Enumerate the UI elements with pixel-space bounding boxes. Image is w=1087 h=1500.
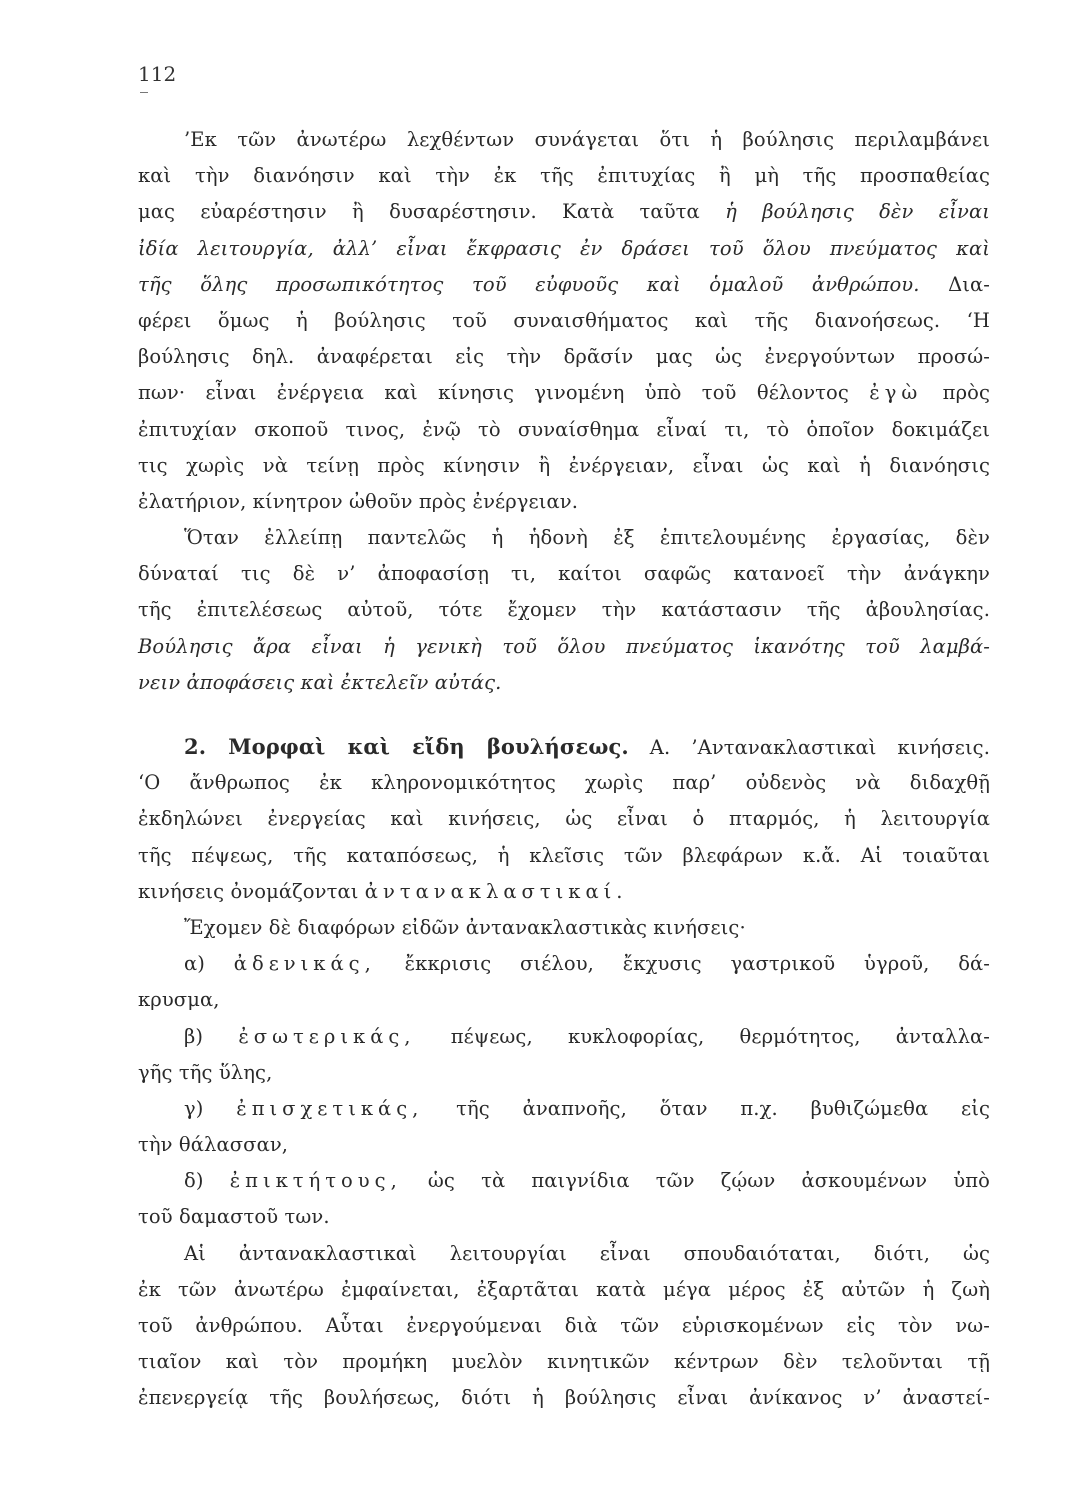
list-item xyxy=(138,946,990,982)
text-segment: ἐκ τῶν ἀνωτέρω ἐμφαίνεται, ἐξαρτᾶται κατὰ μέγα μέρος ἐξ αὐτῶν ἡ ζωὴ xyxy=(138,1277,990,1301)
text-segment: φέρει ὅμως ἡ βούλησις τοῦ συναισθήματος καὶ τῆς διανοήσεως. ‘Η xyxy=(138,308,990,332)
text-line xyxy=(138,339,990,375)
text-line xyxy=(138,375,990,411)
text-segment: πρὸς xyxy=(922,381,990,405)
text-line xyxy=(138,122,990,158)
section-title: 2. Μορφαὶ καὶ εἴδη βουλήσεως. xyxy=(184,734,629,759)
text-line xyxy=(138,1380,990,1416)
text-line xyxy=(138,765,990,801)
italic-phrase: ἡ βούλησις δὲν εἶναι xyxy=(725,200,991,224)
italic-phrase: τῆς ὅλης προσωπικότητος τοῦ εὐφυοῦς καὶ ὁμαλοῦ ἀνθρώπου. xyxy=(138,272,920,296)
body-text xyxy=(138,122,990,1417)
spaced-word: ἀδενικάς, xyxy=(233,952,376,976)
spaced-word: ἐσωτερικάς, xyxy=(238,1024,416,1048)
section-heading xyxy=(138,729,990,765)
text-line xyxy=(138,665,990,701)
text-segment: ἔκκρισις σιέλου, ἔκχυσις γαστρικοῦ ὑγροῦ, δά- xyxy=(375,952,990,976)
text-line xyxy=(138,1236,990,1272)
page-number: 112 xyxy=(138,62,177,86)
text-line xyxy=(138,838,990,874)
text-segment: Αἱ ἀντανακλαστικαὶ λειτουργίαι εἶναι σπουδαιόταται, διότι, ὡς xyxy=(184,1241,990,1265)
text-line xyxy=(138,484,990,520)
text-segment: βούλησις δηλ. ἀναφέρεται εἰς τὴν δρᾶσίν μας ὡς ἐνεργούντων προσώ- xyxy=(138,345,990,369)
text-segment: καὶ τὴν διανόησιν καὶ τὴν ἐκ τῆς ἐπιτυχίας ἢ μὴ τῆς προσπαθείας xyxy=(138,164,990,188)
text-line xyxy=(138,412,990,448)
text-line xyxy=(138,629,990,665)
text-segment: δ) xyxy=(184,1169,230,1193)
text-segment: δύναταί τις δὲ ν’ ἀποφασίσῃ τι, καίτοι σαφῶς κατανοεῖ τὴν ἀνάγκην xyxy=(138,562,990,586)
page-number-rule xyxy=(140,92,148,93)
text-segment: κρυσμα, xyxy=(138,988,220,1012)
text-line xyxy=(138,556,990,592)
text-segment: β) xyxy=(184,1024,239,1048)
text-segment: γ) xyxy=(184,1096,237,1120)
text-segment: ἰδία λειτουργία, ἀλλ’ εἶναι ἔκφρασις ἐν δράσει τοῦ ὅλου πνεύματος καὶ xyxy=(138,236,990,260)
spaced-word: ἐγὼ xyxy=(869,381,923,405)
text-segment: τοῦ δαμαστοῦ των. xyxy=(138,1205,330,1229)
text-line xyxy=(138,801,990,837)
text-line xyxy=(138,874,990,910)
text-segment: Δια- xyxy=(919,272,990,296)
text-segment: τὴν θάλασσαν, xyxy=(138,1133,289,1157)
text-segment: γῆς τῆς ὕλης, xyxy=(138,1060,273,1084)
text-segment: ‘Ο ἄνθρωπος ἐκ κληρονομικότητος χωρὶς παρ’ οὐδενὸς νὰ διδαχθῇ xyxy=(138,771,990,795)
text-line xyxy=(138,267,990,303)
text-segment: πέψεως, κυκλοφορίας, θερμότητος, ἀνταλλα- xyxy=(415,1024,990,1048)
text-segment: α) xyxy=(184,952,234,976)
text-line xyxy=(138,303,990,339)
text-line xyxy=(138,982,990,1018)
text-segment: τιαῖον καὶ τὸν προμήκη μυελὸν κινητικῶν κέντρων δὲν τελοῦνται τῇ xyxy=(138,1350,990,1374)
text-line xyxy=(138,1344,990,1380)
text-line xyxy=(138,592,990,628)
text-segment: ἐκδηλώνει ἐνεργείας καὶ κινήσεις, ὡς εἶναι ὁ πταρμός, ἡ λειτουργία xyxy=(138,807,990,831)
text-segment: τῆς πέψεως, τῆς καταπόσεως, ἡ κλεῖσις τῶν βλεφάρων κ.ἄ. Αἱ τοιαῦται xyxy=(138,843,990,867)
spaced-word: ἐπισχετικάς, xyxy=(236,1096,424,1120)
text-segment: Ὅταν ἐλλείπῃ παντελῶς ἡ ἡδονὴ ἐξ ἐπιτελουμένης ἐργασίας, δὲν xyxy=(184,526,990,550)
spaced-word: ἀντανακλαστικαί. xyxy=(364,879,628,903)
text-line xyxy=(138,158,990,194)
subsection-title: Α. ’Αντανακλαστικαὶ κινήσεις. xyxy=(628,736,991,759)
text-segment: ἐπενεργείᾳ τῆς βουλήσεως, διότι ἡ βούλησις εἶναι ἀνίκανος ν’ ἀναστεί- xyxy=(138,1386,990,1410)
text-segment: Βούλησις ἄρα εἶναι ἡ γενικὴ τοῦ ὅλου πνεύματος ἱκανότης τοῦ λαμβά- xyxy=(138,634,990,658)
list-item xyxy=(138,1019,990,1055)
text-segment: τῆς ἐπιτελέσεως αὐτοῦ, τότε ἔχομεν τὴν κατάστασιν τῆς ἀβουλησίας. xyxy=(138,598,990,622)
text-segment: ἐπιτυχίαν σκοποῦ τινος, ἐνῷ τὸ συναίσθημα εἶναί τι, τὸ ὁποῖον δοκιμάζει xyxy=(138,417,990,441)
text-line xyxy=(138,448,990,484)
text-line xyxy=(138,910,990,946)
text-segment: πων· εἶναι ἐνέργεια καὶ κίνησις γινομένη ὑπὸ τοῦ θέλοντος xyxy=(138,381,870,405)
spaced-word: ἐπικτήτους, xyxy=(229,1169,402,1193)
text-line xyxy=(138,1308,990,1344)
text-line xyxy=(138,231,990,267)
text-segment: Ἔχομεν δὲ διαφόρων εἰδῶν ἀντανακλαστικὰς κινήσεις· xyxy=(184,915,746,939)
text-segment: νειν ἀποφάσεις καὶ ἐκτελεῖν αὐτάς. xyxy=(138,670,502,694)
text-segment: τῆς ἀναπνοῆς, ὅταν π.χ. βυθιζώμεθα εἰς xyxy=(423,1096,990,1120)
text-line xyxy=(138,1272,990,1308)
text-line xyxy=(138,520,990,556)
text-line xyxy=(138,194,990,230)
text-line xyxy=(138,1199,990,1235)
text-segment: κινήσεις ὀνομάζονται xyxy=(138,879,365,903)
section-spacer xyxy=(138,701,990,729)
text-segment: ’Εκ τῶν ἀνωτέρω λεχθέντων συνάγεται ὅτι ἡ βούλησις περιλαμβάνει xyxy=(184,128,990,151)
list-item xyxy=(138,1163,990,1199)
text-segment: ἐλατήριον, κίνητρον ὠθοῦν πρὸς ἐνέργειαν. xyxy=(138,489,579,513)
text-segment: ὡς τὰ παιγνίδια τῶν ζῴων ἀσκουμένων ὑπὸ xyxy=(401,1169,990,1193)
text-line xyxy=(138,1055,990,1091)
text-segment: τοῦ ἀνθρώπου. Αὗται ἐνεργούμεναι διὰ τῶν εὑρισκομένων εἰς τὸν νω- xyxy=(138,1314,990,1337)
list-item xyxy=(138,1091,990,1127)
text-line xyxy=(138,1127,990,1163)
text-segment: μας εὐαρέστησιν ἢ δυσαρέστησιν. Κατὰ ταῦτα xyxy=(138,200,726,224)
text-segment: τις χωρὶς νὰ τείνῃ πρὸς κίνησιν ἢ ἐνέργειαν, εἶναι ὡς καὶ ἡ διανόησις xyxy=(138,453,990,477)
